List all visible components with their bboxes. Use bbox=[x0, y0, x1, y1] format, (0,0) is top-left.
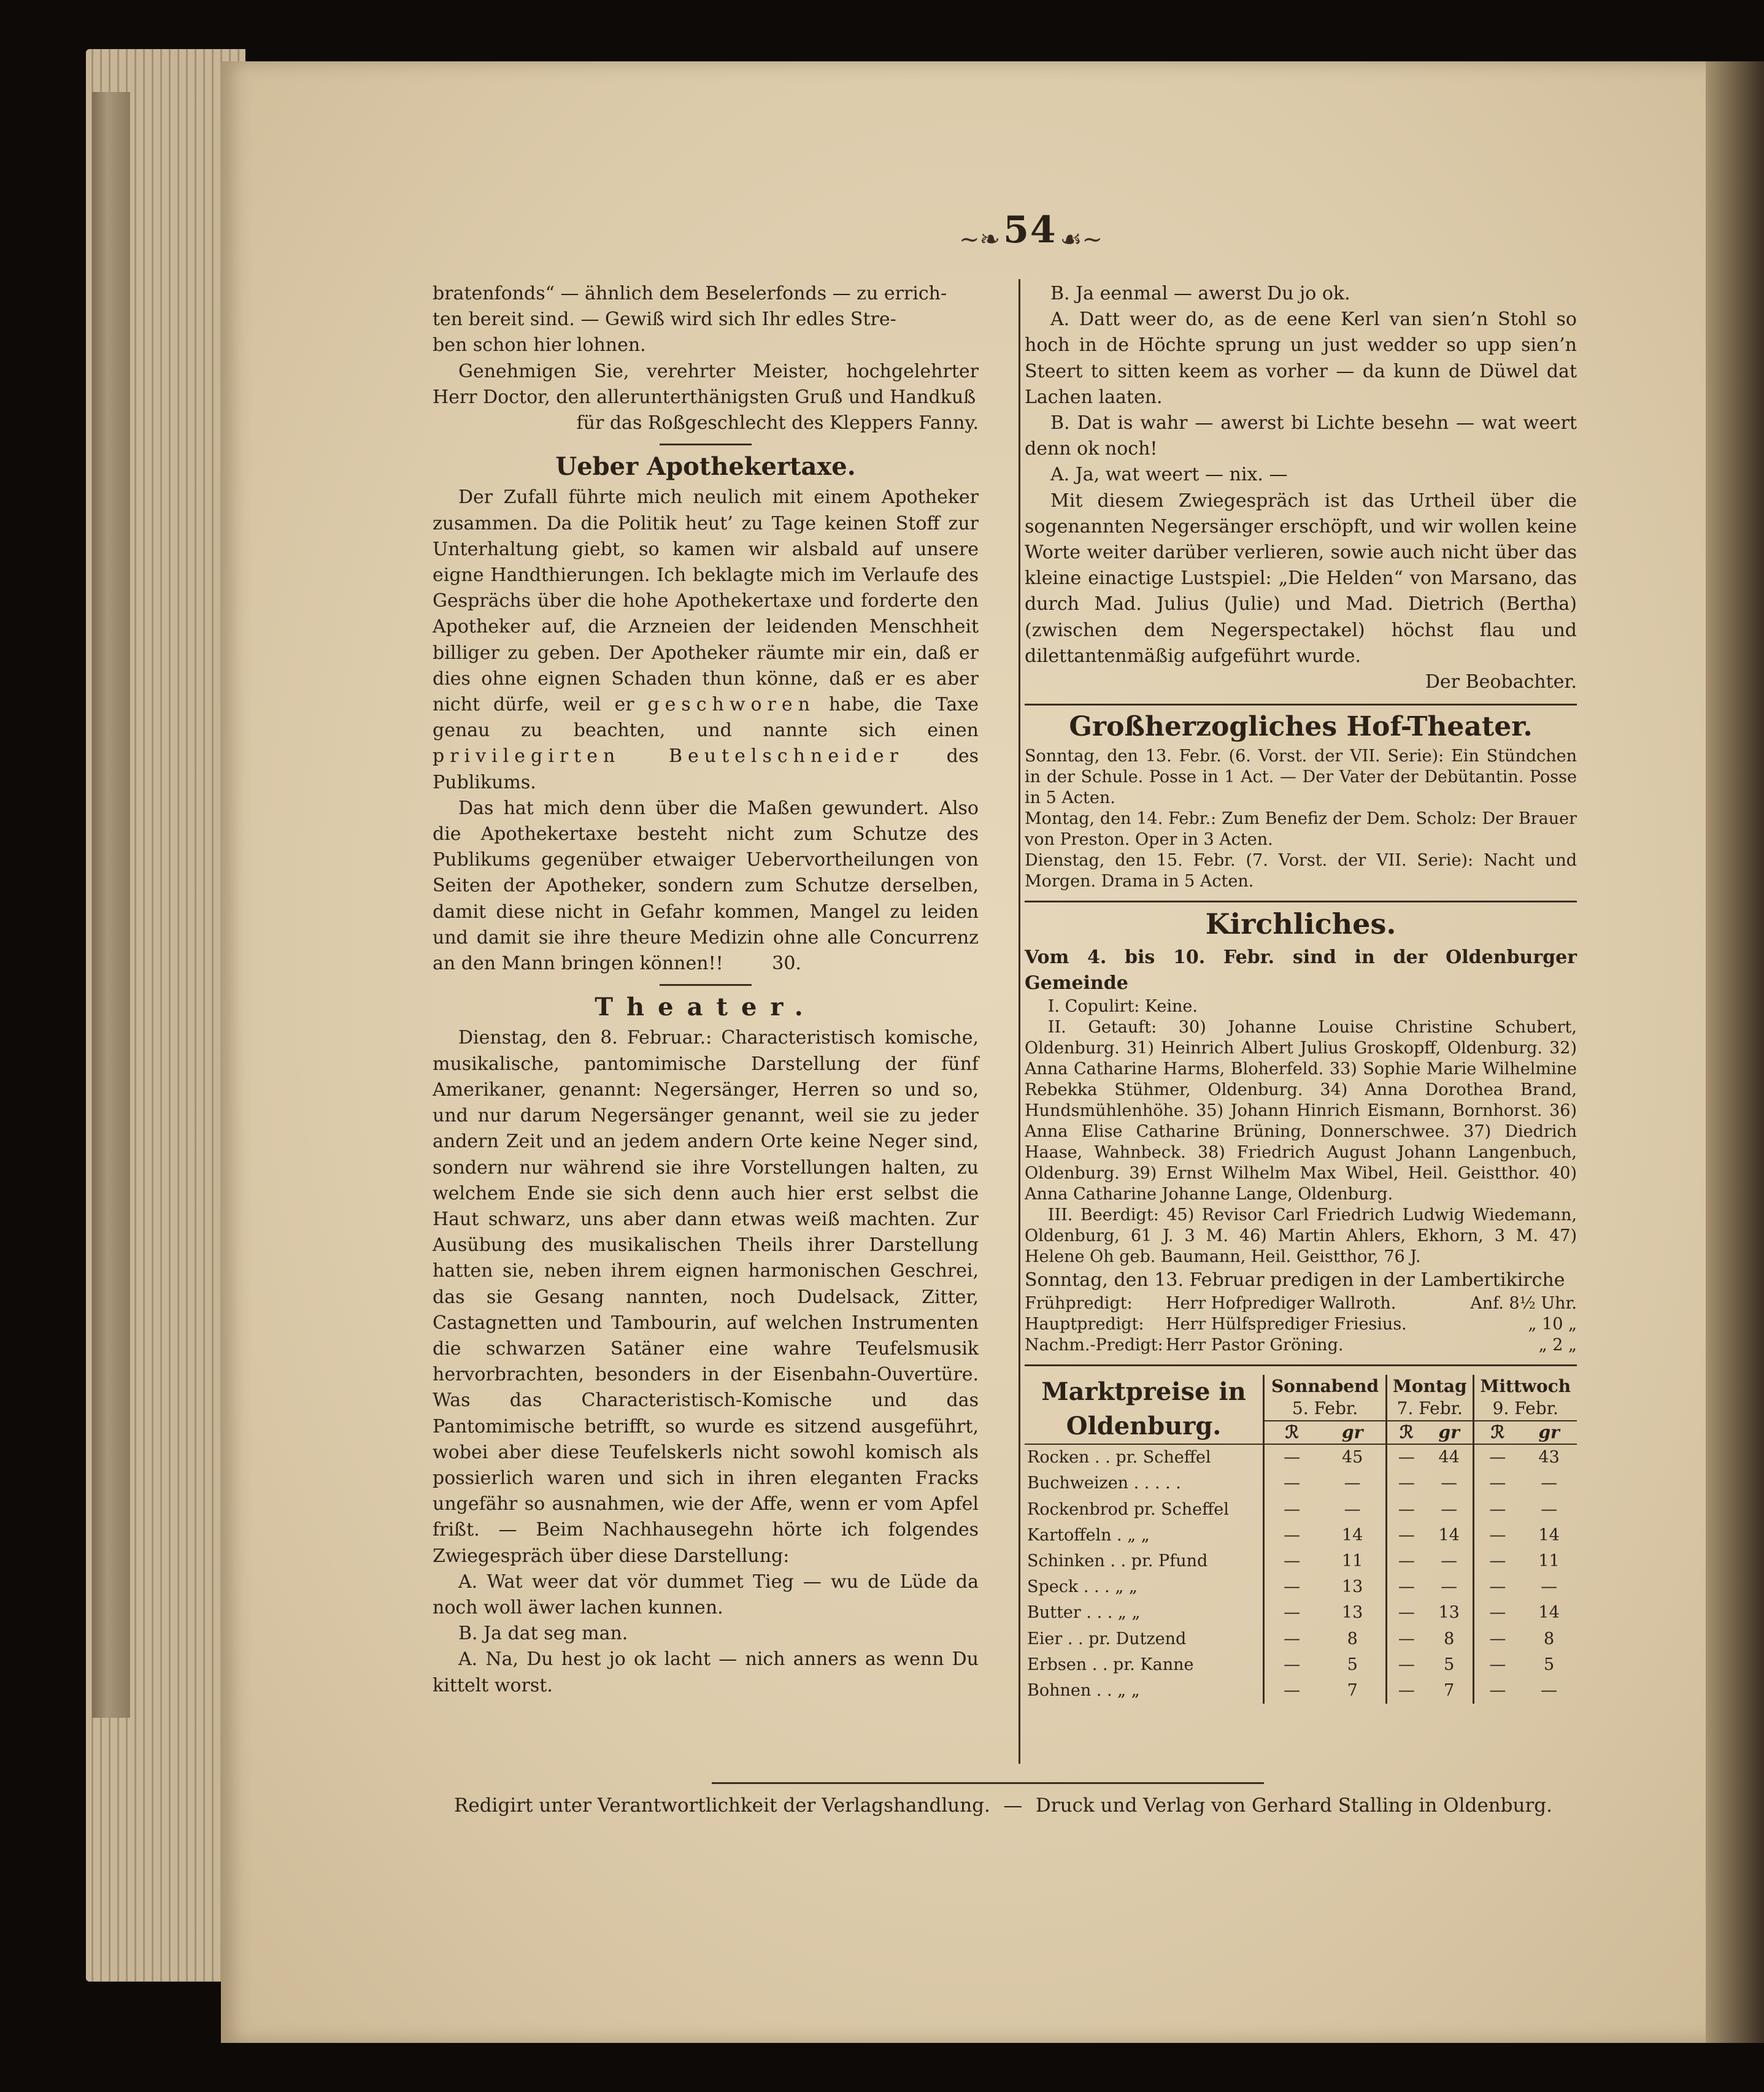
ornament-right-icon: ☙~ bbox=[1060, 225, 1103, 254]
closing-paragraph: Genehmigen Sie, verehrter Meister, hochgelehrter Herr Doctor, den allerunterthänigsten Gruß und Handkuß bbox=[433, 360, 979, 408]
market-value: — bbox=[1473, 1652, 1521, 1678]
market-value: — bbox=[1387, 1652, 1426, 1678]
market-title: Marktpreise in Oldenburg. bbox=[1025, 1375, 1264, 1444]
market-value: 14 bbox=[1538, 1525, 1560, 1545]
predigt-row: Frühpredigt: Herr Hofprediger Wallroth. Anf. 8½ Uhr. bbox=[1025, 1294, 1577, 1313]
market-row bbox=[1025, 1626, 1577, 1652]
market-value: 44 bbox=[1438, 1448, 1460, 1467]
kirchliches-heading: Kirchliches. bbox=[1205, 907, 1396, 941]
imprint-dash: — bbox=[1003, 1794, 1023, 1817]
market-value: — bbox=[1264, 1548, 1320, 1574]
market-value: — bbox=[1473, 1497, 1521, 1523]
dialog-line: B. Dat is wahr — awerst bi Lichte besehn — wat weert denn ok noch! bbox=[1025, 412, 1577, 460]
market-item: Schinken . . pr. Pfund bbox=[1025, 1548, 1264, 1574]
market-value: — bbox=[1387, 1574, 1426, 1600]
market-value: 8 bbox=[1544, 1629, 1555, 1648]
beerdigt: III. Beerdigt: 45) Revisor Carl Friedrich Ludwig Wiedemann, Oldenburg, 61 J. 3 M. 46) Martin Ahlers, Ekhorn, 3 M. 47) Helene Oh geb. Baumann, Heil. Geistthor, 76 J. bbox=[1025, 1206, 1577, 1267]
market-value: — bbox=[1441, 1499, 1458, 1519]
market-value: — bbox=[1541, 1499, 1558, 1519]
market-item: Buchweizen . . . . . bbox=[1025, 1471, 1264, 1496]
ornament-left-icon: ~❧ bbox=[958, 225, 1000, 254]
imprint-right: Druck und Verlag von Gerhard Stalling in Oldenburg. bbox=[1035, 1794, 1552, 1817]
market-row bbox=[1025, 1523, 1577, 1548]
column-divider bbox=[1019, 279, 1020, 1764]
market-date: 9. Febr. bbox=[1473, 1398, 1577, 1421]
page-number: 54 bbox=[1003, 209, 1057, 252]
market-prices-table bbox=[1025, 1375, 1577, 1704]
dialog-line: A. Datt weer do, as de eene Kerl van sien’n Stohl so hoch in de Höchte sprung un just wedder so upp sien’n Steert to sitten keem as vorher — da kunn de Düwel dat Lachen laaten. bbox=[1025, 309, 1577, 408]
market-value: — bbox=[1264, 1471, 1320, 1496]
cont-line: ten bereit sind. — Gewiß wird sich Ihr edles Stre- bbox=[433, 309, 896, 331]
market-item: Erbsen . . pr. Kanne bbox=[1025, 1652, 1264, 1678]
page-header bbox=[859, 209, 1203, 254]
market-row bbox=[1025, 1444, 1577, 1471]
market-value: — bbox=[1473, 1678, 1521, 1704]
market-day: Sonnabend bbox=[1264, 1375, 1387, 1398]
market-value: — bbox=[1541, 1474, 1558, 1493]
market-value: 8 bbox=[1444, 1629, 1455, 1648]
market-value: — bbox=[1264, 1678, 1320, 1704]
cont-line: ben schon hier lohnen. bbox=[433, 334, 646, 356]
market-value: 13 bbox=[1438, 1603, 1460, 1623]
market-row bbox=[1025, 1497, 1577, 1523]
market-value: 14 bbox=[1438, 1525, 1460, 1545]
section-heading-theater: Theater. bbox=[595, 993, 817, 1022]
getauft: II. Getauft: 30) Johanne Louise Christine Schubert, Oldenburg. 31) Heinrich Albert Julius Groskopff, Oldenburg. 32) Anna Catharine Harms, Bloherfeld. 33) Sophie Marie Wilhelmine Rebekka Stühmer, Oldenburg. 34) Anna Dorothea Brand, Hundsmühlenhöhe. 35) Johann Hinrich Eismann, Bornhorst. 36) Anna Elise Catharine Brüning, Donnerschwee. 37) Diedrich Haase, Wahnbeck. 38) Friedrich August Johann Langenbuch, Oldenburg. 39) Ernst Wilhelm Max Wibel, Heil. Geistthor. 40) Anna Catharine Johanne Lange, Oldenburg. bbox=[1025, 1018, 1577, 1204]
market-value: — bbox=[1441, 1474, 1458, 1493]
market-value: 14 bbox=[1538, 1603, 1560, 1623]
predigt-row: Hauptpredigt: Herr Hülfsprediger Friesius. „ 10 „ bbox=[1025, 1315, 1577, 1334]
market-value: — bbox=[1387, 1626, 1426, 1652]
market-item: Rocken . . pr. Scheffel bbox=[1025, 1444, 1264, 1471]
market-value: 5 bbox=[1347, 1655, 1358, 1674]
unit-gr: gr bbox=[1426, 1421, 1473, 1445]
market-value: 7 bbox=[1444, 1681, 1455, 1701]
market-value: — bbox=[1264, 1444, 1320, 1471]
divider bbox=[1025, 901, 1577, 902]
unit-rt: ℛ bbox=[1473, 1421, 1521, 1445]
right-column bbox=[1025, 281, 1577, 1704]
market-value: 14 bbox=[1341, 1525, 1363, 1545]
dialog-line: B. Ja dat seg man. bbox=[458, 1623, 628, 1645]
divider bbox=[1025, 1364, 1577, 1366]
market-row bbox=[1025, 1652, 1577, 1678]
letter-signature: für das Roßgeschlecht des Kleppers Fanny. bbox=[576, 412, 979, 434]
market-value: — bbox=[1387, 1600, 1426, 1626]
hoftheater-entry: Dienstag, den 15. Febr. (7. Vorst. der VII. Serie): Nacht und Morgen. Drama in 5 Acten. bbox=[1025, 851, 1577, 891]
imprint-left: Redigirt unter Verantwortlichkeit der Verlagshandlung. bbox=[454, 1794, 990, 1817]
market-row bbox=[1025, 1600, 1577, 1626]
theater-paragraph: Dienstag, den 8. Februar.: Characteristisch komische, musikalische, pantomimische Darstellung der fünf Amerikaner, genannt: Negersänger, Herren so und so, und nur darum Negersänger genannt, weil sie zu jeder andern Zeit und an jedem andern Orte keine Neger sind, sondern nur während sie ihre Vorstellungen halten, zu welchem Ende sie sich denn auch hier erst selbst die Haut schwarz, uns aber dann etwas weiß machten. Zur Ausübung des musikalischen Theils ihrer Darstellung hatten sie, neben ihrem eignen harmonischen Geschrei, das sie Gesang nannten, noch Dudelsack, Zitter, Castagnetten und Tambourin, auf welchen Instrumenten die schwarzen Satäner eine wahre Teufelsmusik hervorbrachten, besonders in der Eisenbahn-Ouvertüre. Was das Characteristisch-Komische und das Pantomimische betrifft, so wurde es sitzend ausgeführt, wobei aber diese Teufelskerls nicht sowohl komisch als possierlich waren und sich in ihren eleganten Fracks ungefähr so ausnahmen, wie der Affe, wenn er vom Apfel frißt. — Beim Nachhausegehn hörte ich folgendes Zwiegespräch über diese Darstellung: bbox=[433, 1027, 979, 1567]
market-day: Montag bbox=[1387, 1375, 1474, 1398]
market-item: Eier . . pr. Dutzend bbox=[1025, 1626, 1264, 1652]
unit-gr: gr bbox=[1521, 1421, 1577, 1445]
market-value: — bbox=[1541, 1681, 1558, 1701]
dialog-line: B. Ja eenmal — awerst Du jo ok. bbox=[1050, 283, 1350, 304]
unit-rt: ℛ bbox=[1264, 1421, 1320, 1445]
market-value: — bbox=[1441, 1577, 1458, 1597]
market-value: 45 bbox=[1341, 1448, 1363, 1467]
market-value: — bbox=[1264, 1574, 1320, 1600]
market-value: — bbox=[1473, 1523, 1521, 1548]
divider bbox=[660, 984, 752, 986]
market-date: 7. Febr. bbox=[1387, 1398, 1474, 1421]
market-value: 43 bbox=[1538, 1448, 1560, 1467]
market-item: Bohnen . . „ „ bbox=[1025, 1678, 1264, 1704]
market-value: 11 bbox=[1341, 1552, 1363, 1571]
book-gutter bbox=[1706, 61, 1764, 2043]
section-heading-apotheke: Ueber Apothekertaxe. bbox=[555, 452, 856, 482]
hoftheater-heading: Großherzogliches Hof-Theater. bbox=[1069, 711, 1533, 743]
divider bbox=[660, 444, 752, 445]
hoftheater-entry: Montag, den 14. Febr.: Zum Benefiz der Dem. Scholz: Der Brauer von Preston. Oper in 3 Acten. bbox=[1025, 809, 1577, 850]
market-value: 5 bbox=[1444, 1655, 1455, 1674]
market-value: — bbox=[1264, 1600, 1320, 1626]
divider bbox=[1025, 704, 1577, 706]
imprint-footer bbox=[454, 1794, 1552, 1817]
market-value: 5 bbox=[1544, 1655, 1555, 1674]
market-row bbox=[1025, 1678, 1577, 1704]
market-value: — bbox=[1264, 1626, 1320, 1652]
left-column bbox=[433, 281, 979, 1699]
market-item: Kartoffeln . „ „ bbox=[1025, 1523, 1264, 1548]
apotheke-paragraph-2: Das hat mich denn über die Maßen gewundert. Also die Apothekertaxe besteht nicht zum Schutze des Publikums gegenüber etwaiger Uebervortheilungen von Seiten der Apotheker, sondern zum Schutze derselben, damit diese nicht in Gefahr kommen, Mangel zu leiden und damit sie ihre theure Medizin ohne alle Concurrenz an den Mann bringen können!! 30. bbox=[433, 797, 979, 975]
dialog-line: A. Na, Du hest jo ok lacht — nich anners as wenn Du kittelt worst. bbox=[433, 1648, 979, 1696]
market-row bbox=[1025, 1574, 1577, 1600]
market-value: — bbox=[1387, 1471, 1426, 1496]
market-value: — bbox=[1473, 1600, 1521, 1626]
predigt-intro: Sonntag, den 13. Februar predigen in der Lambertikirche bbox=[1025, 1269, 1565, 1291]
apotheke-signature: 30. bbox=[772, 953, 801, 975]
market-item: Butter . . . „ „ bbox=[1025, 1600, 1264, 1626]
market-row bbox=[1025, 1548, 1577, 1574]
market-date: 5. Febr. bbox=[1264, 1398, 1387, 1421]
predigt-row: Nachm.-Predigt: Herr Pastor Gröning. „ 2 „ bbox=[1025, 1336, 1577, 1355]
hoftheater-entry: Sonntag, den 13. Febr. (6. Vorst. der VII. Serie): Ein Stündchen in der Schule. Posse in 1 Act. — Der Vater der Debütantin. Posse in 5 Acten. bbox=[1025, 747, 1577, 808]
market-value: — bbox=[1473, 1574, 1521, 1600]
market-value: — bbox=[1344, 1499, 1361, 1519]
kirch-intro: Vom 4. bis 10. Febr. sind in der Oldenburger Gemeinde bbox=[1025, 946, 1577, 994]
market-value: 7 bbox=[1347, 1681, 1358, 1701]
market-value: — bbox=[1473, 1444, 1521, 1471]
market-value: 13 bbox=[1341, 1603, 1363, 1623]
market-value: — bbox=[1387, 1523, 1426, 1548]
market-value: — bbox=[1473, 1626, 1521, 1652]
market-value: — bbox=[1387, 1678, 1426, 1704]
market-value: — bbox=[1473, 1471, 1521, 1496]
unit-rt: ℛ bbox=[1387, 1421, 1426, 1445]
market-value: — bbox=[1264, 1652, 1320, 1678]
market-value: — bbox=[1441, 1552, 1458, 1571]
unit-gr: gr bbox=[1319, 1421, 1386, 1445]
market-item: Rockenbrod pr. Scheffel bbox=[1025, 1497, 1264, 1523]
dialog-line: A. Wat weer dat vör dummet Tieg — wu de Lüde da noch woll äwer lachen kunnen. bbox=[433, 1571, 979, 1618]
market-value: — bbox=[1264, 1497, 1320, 1523]
market-value: — bbox=[1387, 1497, 1426, 1523]
market-value: 11 bbox=[1538, 1552, 1560, 1571]
market-value: — bbox=[1344, 1474, 1361, 1493]
copulirt: I. Copulirt: Keine. bbox=[1047, 997, 1198, 1017]
market-value: — bbox=[1541, 1577, 1558, 1597]
urtheil-paragraph: Mit diesem Zwiegespräch ist das Urtheil über die sogenannten Negersänger erschöpft, und wir wollen keine Worte weiter darüber verlieren, sowie auch nicht über das kleine einactige Lustspiel: „Die Helden“ von Marsano, das durch Mad. Julius (Julie) und Mad. Dietrich (Bertha) (zwischen dem Negerspectakel) höchst flau und dilettantenmäßig aufgeführt wurde. bbox=[1025, 490, 1577, 667]
book-board bbox=[92, 92, 130, 1718]
market-row bbox=[1025, 1471, 1577, 1496]
market-value: 13 bbox=[1341, 1577, 1363, 1597]
market-value: — bbox=[1387, 1444, 1426, 1471]
market-day: Mittwoch bbox=[1473, 1375, 1577, 1398]
market-value: 8 bbox=[1347, 1629, 1358, 1648]
market-value: — bbox=[1264, 1523, 1320, 1548]
cont-line: bratenfonds“ — ähnlich dem Beselerfonds — zu errich- bbox=[433, 283, 947, 304]
apotheke-paragraph-1: Der Zufall führte mich neulich mit einem Apotheker zusammen. Da die Politik heut’ zu Tage keinen Stoff zur Unterhaltung giebt, so kamen wir alsbald auf unsere eigne Handthierungen. Ich beklagte mich im Verlaufe des Gesprächs über die hohe Apothekertaxe und forderte den Apotheker auf, die Arzneien der leidenden Menschheit billiger zu geben. Der Apotheker räumte mir ein, daß er dies ohne eignen Schaden thun könne, daß er es aber nicht dürfe, weil er geschworen habe, die Taxe genau zu beachten, und nannte sich einen privilegirten Beutelschneider des Publikums. bbox=[433, 486, 979, 793]
market-item: Speck . . . „ „ bbox=[1025, 1574, 1264, 1600]
predigt-list bbox=[1025, 1293, 1577, 1356]
dialog-line: A. Ja, wat weert — nix. — bbox=[1050, 464, 1288, 486]
market-value: — bbox=[1387, 1548, 1426, 1574]
market-value: — bbox=[1473, 1548, 1521, 1574]
footer-rule bbox=[712, 1782, 1264, 1784]
beobachter-signature: Der Beobachter. bbox=[1425, 671, 1577, 693]
